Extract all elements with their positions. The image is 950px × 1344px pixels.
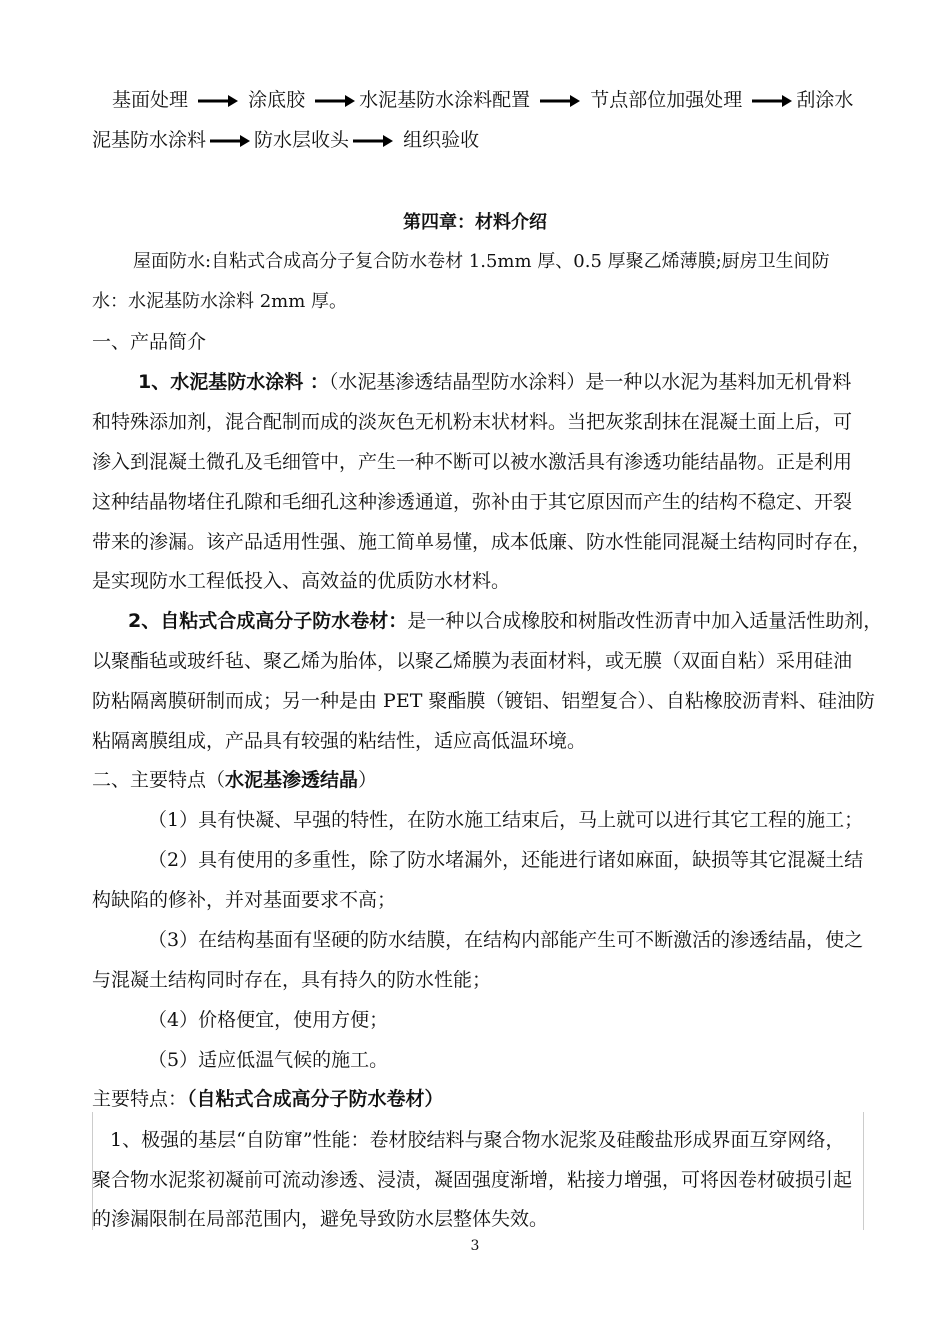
item1-line: 渗入到混凝土微孔及毛细管中，产生一种不断可以被水激活具有渗透功能结晶物。正是利用 (92, 451, 853, 473)
section-3-prefix: 主要特点： (92, 1088, 188, 1110)
arrow-right-icon (210, 135, 250, 147)
box-line: 聚合物水泥浆初凝前可流动渗透、浸渍，凝固强度渐增，粘接力增强，可将因卷材破损引起 (92, 1169, 853, 1191)
feature-line: （3）在结构基面有坚硬的防水结膜，在结构内部能产生可不断激活的渗透结晶，使之 (148, 929, 864, 951)
item2-line: 粘隔离膜组成，产品具有较强的粘结性，适应高低温环境。 (92, 730, 587, 752)
item1-text: （水泥基渗透结晶型防水涂料）是一种以水泥为基料加无机骨料 (328, 371, 852, 393)
flow-step: 组织验收 (403, 129, 480, 151)
flow-step: 水泥基防水涂料配置 (359, 89, 531, 111)
arrow-right-icon (752, 95, 792, 107)
section-2-title (92, 768, 377, 792)
item2-heading: 2、自粘式合成高分子防水卷材： (128, 610, 408, 632)
flow-step: 节点部位加强处理 (590, 89, 743, 111)
item1-line: 是实现防水工程低投入、高效益的优质防水材料。 (92, 570, 511, 592)
item1-line (138, 370, 851, 394)
intro-line-2: 水：水泥基防水涂料 2mm 厚。 (92, 291, 348, 312)
section-2-suffix: ） (358, 769, 378, 791)
flow-line-1 (112, 88, 853, 112)
item2-text: 是一种以合成橡胶和树脂改性沥青中加入适量活性助剂， (407, 610, 883, 632)
section-2-bold: 水泥基渗透结晶 (225, 769, 359, 791)
arrow-right-icon (198, 95, 238, 107)
feature-line: 与混凝土结构同时存在，具有持久的防水性能； (92, 969, 492, 991)
item2-line: 防粘隔离膜研制而成；另一种是由 PET 聚酯膜（镀铝、铝塑复合）、自粘橡胶沥青料、硅油防 (92, 690, 875, 712)
section-2-prefix: 二、主要特点（ (92, 769, 226, 791)
flow-step: 涂底胶 (248, 89, 306, 111)
item2-line (128, 609, 882, 633)
arrow-right-icon (540, 95, 580, 107)
item1-line: 这种结晶物堵住孔隙和毛细孔这种渗透通道，弥补由于其它原因而产生的结构不稳定、开裂 (92, 491, 853, 513)
arrow-right-icon (315, 95, 355, 107)
feature-line: （5）适应低温气候的施工。 (148, 1049, 389, 1071)
item2-line: 以聚酯毡或玻纤毡、聚乙烯为胎体，以聚乙烯膜为表面材料，或无膜（双面自粘）采用硅油 (92, 650, 853, 672)
feature-line: （4）价格便宜，使用方便； (148, 1009, 389, 1031)
chapter-title: 第四章：材料介绍 (403, 212, 547, 233)
arrow-right-icon (353, 135, 393, 147)
page-number: 3 (470, 1238, 480, 1254)
section-3-title (92, 1087, 444, 1111)
item1-heading: 1、水泥基防水涂料 ： (138, 371, 329, 393)
box-line: 的渗漏限制在局部范围内，避免导致防水层整体失效。 (92, 1208, 549, 1230)
flow-line-2 (92, 128, 479, 152)
flow-step: 基面处理 (112, 89, 189, 111)
feature-line: 构缺陷的修补，并对基面要求不高； (92, 889, 397, 911)
section-3-bold: （自粘式合成高分子防水卷材） (187, 1088, 444, 1110)
flow-step: 刮涂水 (796, 89, 854, 111)
item1-line: 和特殊添加剂，混合配制而成的淡灰色无机粉末状材料。当把灰浆刮抹在混凝土面上后，可 (92, 411, 853, 433)
intro-line-1: 屋面防水:自粘式合成高分子复合防水卷材 1.5mm 厚、0.5 厚聚乙烯薄膜;厨房卫生间防 (133, 251, 830, 272)
item1-line: 带来的渗漏。该产品适用性强、施工简单易懂，成本低廉、防水性能同混凝土结构同时存在， (92, 531, 872, 553)
flow-step: 防水层收头 (254, 129, 350, 151)
feature-line: （1）具有快凝、早强的特性，在防水施工结束后，马上就可以进行其它工程的施工； (148, 809, 864, 831)
section-1-title: 一、产品简介 (92, 331, 207, 353)
box-line: 1、极强的基层“自防窜”性能：卷材胶结料与聚合物水泥浆及硅酸盐形成界面互穿网络， (110, 1129, 845, 1151)
flow-step: 泥基防水涂料 (92, 129, 207, 151)
feature-line: （2）具有使用的多重性，除了防水堵漏外，还能进行诸如麻面，缺损等其它混凝土结 (148, 849, 864, 871)
